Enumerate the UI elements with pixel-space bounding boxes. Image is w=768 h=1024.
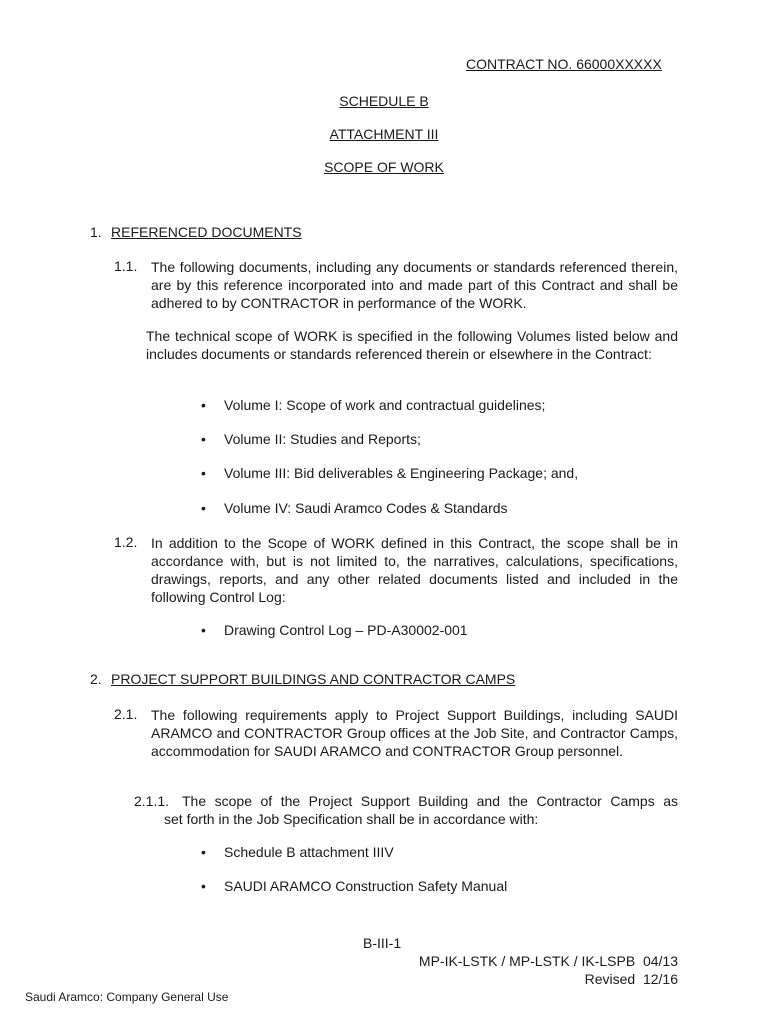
bullet-icon: •: [201, 500, 206, 516]
bullet-icon: •: [201, 397, 206, 413]
section-2-number: 2.: [90, 671, 102, 687]
doc-code: MP-IK-LSTK / MP-LSTK / IK-LSPB 04/13: [418, 953, 678, 969]
subsection-2-1-number: 2.1.: [114, 706, 138, 722]
bullet-icon: •: [201, 465, 206, 481]
classification-label: Saudi Aramco: Company General Use: [25, 990, 229, 1004]
subsection-1-1-number: 1.1.: [114, 258, 138, 274]
subsection-2-1-1-number: 2.1.1.: [134, 793, 170, 809]
page-number: B-III-1: [363, 935, 402, 951]
bullet-icon: •: [201, 622, 206, 638]
section-1-number: 1.: [90, 224, 102, 240]
list-item-text: Volume III: Bid deliverables & Engineering Package; and,: [224, 465, 579, 481]
list-item-text: Volume II: Studies and Reports;: [224, 431, 421, 447]
scope-heading: [0, 159, 768, 175]
list-item-text: Drawing Control Log – PD-A30002-001: [224, 622, 468, 638]
revised-date: Revised 12/16: [584, 971, 678, 987]
contract-number: CONTRACT NO. 66000XXXXX: [466, 56, 662, 72]
section-1-title: REFERENCED DOCUMENTS: [111, 224, 302, 240]
list-item-text: Volume IV: Saudi Aramco Codes & Standards: [224, 500, 508, 516]
list-item-text: Schedule B attachment IIIV: [224, 844, 394, 860]
technical-scope-paragraph: The technical scope of WORK is specified in the following Volumes listed below and includes documents or standards referenced therein or elsewhere in the Contract:: [146, 328, 678, 362]
subsection-2-1-text: The following requirements apply to Project Support Buildings, including SAUDI ARAMCO and CONTRACTOR Group offices at the Job Site, and Contractor Camps, accommodation for SAUDI ARAMCO and CONTRACTOR Group personnel.: [151, 707, 678, 759]
bullet-icon: •: [201, 431, 206, 447]
subsection-2-1-1-line1: The scope of the Project Support Building and the Contractor Camps as: [182, 793, 678, 809]
subsection-2-1-1-line2: set forth in the Job Specification shall be in accordance with:: [164, 811, 539, 827]
attachment-heading: [0, 126, 768, 142]
scope-heading-text: SCOPE OF WORK: [324, 159, 444, 175]
section-2-title: PROJECT SUPPORT BUILDINGS AND CONTRACTOR CAMPS: [111, 671, 516, 687]
list-item-text: Volume I: Scope of work and contractual guidelines;: [224, 397, 546, 413]
schedule-heading: [0, 93, 768, 109]
subsection-1-2-text: In addition to the Scope of WORK defined in this Contract, the scope shall be in accordance with, but is not limited to, the narratives, calculations, specifications, drawings, reports, and any other related documents listed and included in the following Control Log:: [151, 535, 678, 605]
bullet-icon: •: [201, 878, 206, 894]
subsection-1-2-number: 1.2.: [114, 534, 138, 550]
schedule-heading-text: SCHEDULE B: [339, 93, 429, 109]
list-item-text: SAUDI ARAMCO Construction Safety Manual: [224, 878, 508, 894]
subsection-1-1-text: The following documents, including any documents or standards referenced therein, are by this reference incorporated into and made part of this Contract and shall be adhered to by CONTRACTOR in performance of the WORK.: [151, 259, 678, 311]
bullet-icon: •: [201, 844, 206, 860]
attachment-heading-text: ATTACHMENT III: [329, 126, 439, 142]
